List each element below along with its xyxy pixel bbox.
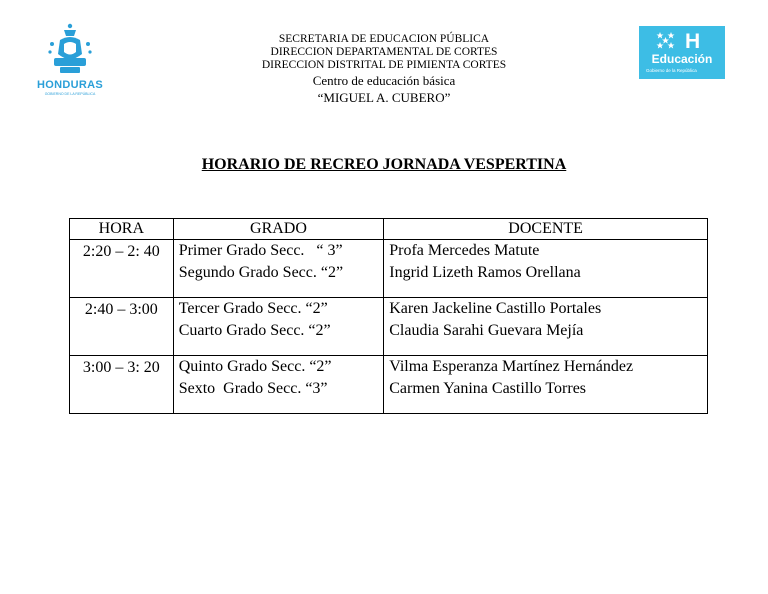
grado-line: Sexto Grado Secc. “3” [178, 380, 328, 397]
grado-line: Tercer Grado Secc. “2” [178, 300, 328, 317]
table-row [70, 356, 708, 414]
cell-hora: 2:40 – 3:00 [70, 298, 174, 356]
header-direccion-distrital: DIRECCION DISTRITAL DE PIMIENTA CORTES [261, 59, 507, 71]
header-school-name: “MIGUEL A. CUBERO” [317, 90, 451, 105]
table-row [70, 298, 708, 356]
docente-line: Carmen Yanina Castillo Torres [389, 380, 587, 397]
docente-line: Profa Mercedes Matute [389, 242, 540, 259]
star-h-icon [649, 29, 719, 51]
coat-of-arms-icon [30, 20, 110, 78]
cell-grado [173, 298, 384, 356]
grado-line: Quinto Grado Secc. “2” [178, 358, 332, 375]
docente-line: Claudia Sarahi Guevara Mejía [389, 322, 584, 339]
grado-line: Cuarto Grado Secc. “2” [178, 322, 331, 339]
page-title: HORARIO DE RECREO JORNADA VESPERTINA [201, 156, 567, 173]
grado-line: Segundo Grado Secc. “2” [178, 264, 344, 281]
cell-hora: 3:00 – 3: 20 [70, 356, 174, 414]
svg-text:H: H [685, 30, 701, 51]
honduras-logo [30, 20, 110, 98]
docente-line: Karen Jackeline Castillo Portales [389, 300, 602, 317]
cell-grado [173, 356, 384, 414]
educacion-logo [639, 26, 725, 79]
header-centro: Centro de educación básica [312, 73, 456, 88]
grado-line: Primer Grado Secc. “ 3” [178, 242, 343, 259]
cell-hora: 2:20 – 2: 40 [70, 240, 174, 298]
educacion-wordmark: Educación [651, 52, 713, 66]
header-direccion-departamental: DIRECCION DEPARTAMENTAL DE CORTES [270, 46, 498, 58]
docente-line: Vilma Esperanza Martínez Hernández [389, 358, 634, 375]
cell-docente [384, 356, 708, 414]
schedule-table [69, 218, 708, 414]
cell-docente [384, 298, 708, 356]
table-row [70, 240, 708, 298]
table-header-row [70, 219, 708, 240]
header-hora: HORA [70, 219, 174, 240]
honduras-tagline: GOBIERNO DE LA REPÚBLICA [44, 92, 96, 96]
honduras-wordmark: HONDURAS [37, 79, 103, 91]
header-secretaria: SECRETARIA DE EDUCACION PÚBLICA [278, 33, 490, 45]
docente-line: Ingrid Lizeth Ramos Orellana [389, 264, 581, 281]
cell-grado [173, 240, 384, 298]
header-grado: GRADO [173, 219, 384, 240]
cell-docente [384, 240, 708, 298]
document-header [200, 33, 568, 106]
educacion-tagline: Gobierno de la República [646, 68, 697, 73]
header-docente: DOCENTE [384, 219, 708, 240]
